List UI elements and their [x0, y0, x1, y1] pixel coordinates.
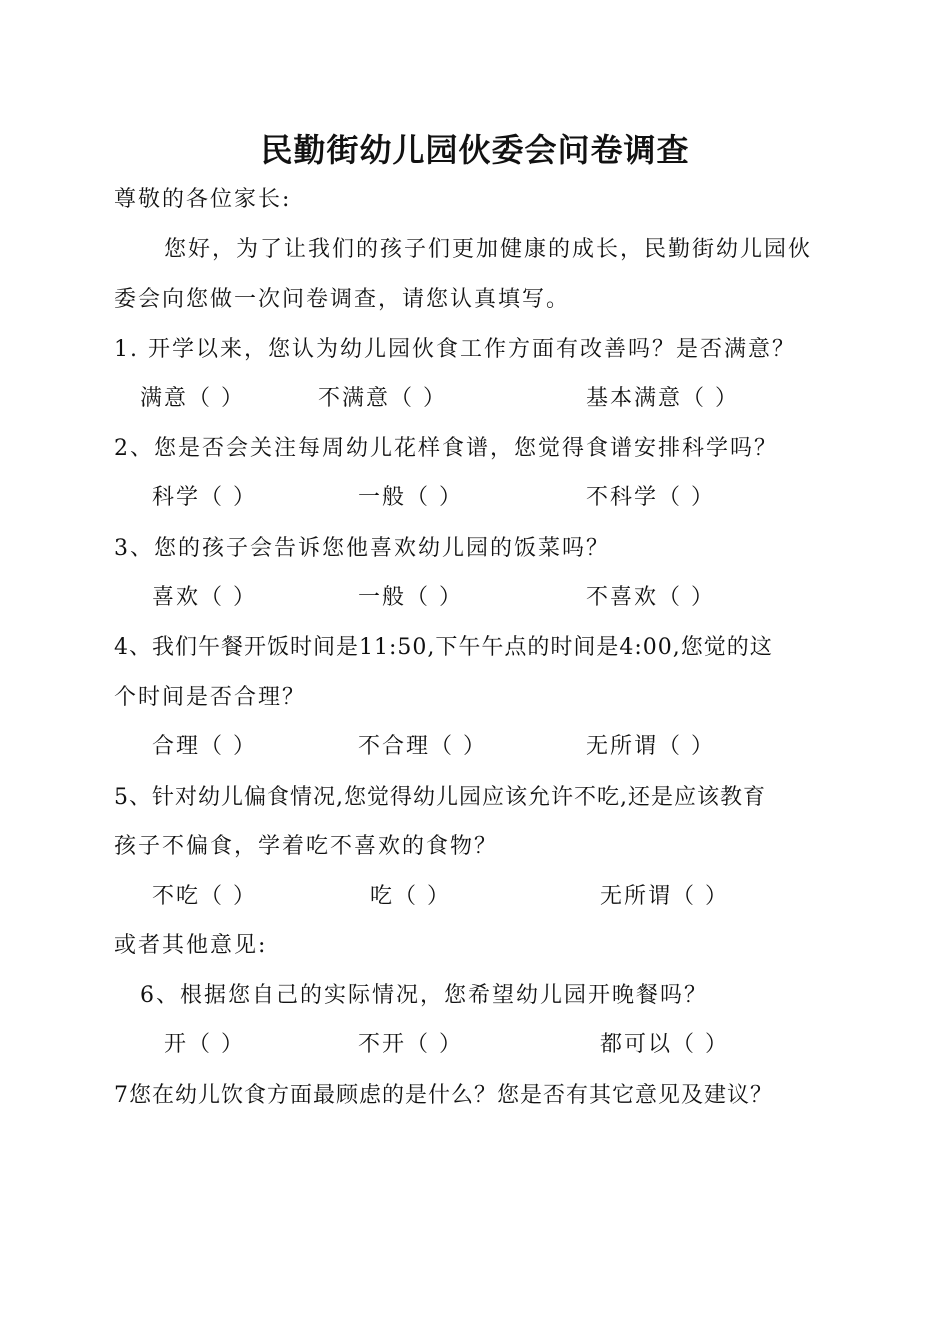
question-5-text-line-1: 5、针对幼儿偏食情况,您觉得幼儿园应该允许不吃,还是应该教育 [114, 785, 766, 810]
question-4-text-line-1: 4、我们午餐开饭时间是11:50,下午午点的时间是4:00,您觉的这 [114, 635, 773, 660]
q1-option-satisfied[interactable]: 满意（ ） [140, 386, 245, 411]
q1-option-basically-satisfied[interactable]: 基本满意（ ） [586, 386, 739, 411]
q5-option-not-eat[interactable]: 不吃（ ） [152, 884, 257, 909]
question-1-text: 1. 开学以来，您认为幼儿园伙食工作方面有改善吗？是否满意？ [114, 337, 796, 362]
q6-option-either[interactable]: 都可以（ ） [600, 1032, 729, 1057]
q3-option-like[interactable]: 喜欢（ ） [152, 585, 257, 610]
intro-line-2: 委会向您做一次问卷调查，请您认真填写。 [114, 287, 571, 312]
q1-option-unsatisfied[interactable]: 不满意（ ） [318, 386, 447, 411]
question-3-text: 3、您的孩子会告诉您他喜欢幼儿园的饭菜吗？ [114, 536, 610, 561]
greeting: 尊敬的各位家长: [114, 187, 292, 212]
q5-option-eat[interactable]: 吃（ ） [370, 884, 451, 909]
intro-line-1: 您好，为了让我们的孩子们更加健康的成长，民勤街幼儿园伙 [164, 237, 813, 262]
q3-option-dislike[interactable]: 不喜欢（ ） [586, 585, 715, 610]
question-2-text: 2、您是否会关注每周幼儿花样食谱，您觉得食谱安排科学吗？ [114, 436, 778, 461]
q2-option-scientific[interactable]: 科学（ ） [152, 485, 257, 510]
page-title: 民勤街幼儿园伙委会问卷调查 [260, 131, 690, 169]
q2-option-average[interactable]: 一般（ ） [358, 485, 463, 510]
q3-option-average[interactable]: 一般（ ） [358, 585, 463, 610]
question-5-text-line-2: 孩子不偏食，学着吃不喜欢的食物？ [114, 834, 499, 859]
question-4-text-line-2: 个时间是否合理？ [114, 685, 307, 710]
q6-option-open[interactable]: 开（ ） [164, 1032, 245, 1057]
q4-option-unreasonable[interactable]: 不合理（ ） [358, 734, 487, 759]
other-opinion-label: 或者其他意见: [114, 933, 268, 958]
q4-option-reasonable[interactable]: 合理（ ） [152, 734, 257, 759]
question-6-text: 6、根据您自己的实际情况，您希望幼儿园开晚餐吗？ [140, 983, 708, 1008]
q5-option-indifferent[interactable]: 无所谓（ ） [600, 884, 729, 909]
q2-option-unscientific[interactable]: 不科学（ ） [586, 485, 715, 510]
q4-option-indifferent[interactable]: 无所谓（ ） [586, 734, 715, 759]
question-7-text: 7您在幼儿饮食方面最顾虑的是什么？您是否有其它意见及建议？ [114, 1083, 773, 1108]
q6-option-not-open[interactable]: 不开（ ） [358, 1032, 463, 1057]
